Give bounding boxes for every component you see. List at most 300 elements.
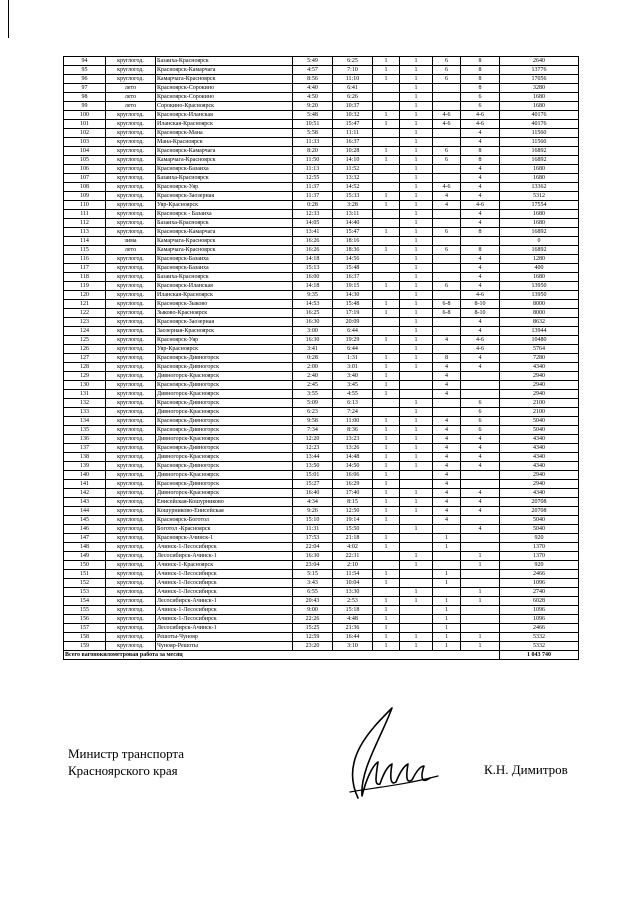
- row-departure: 14:18: [293, 282, 333, 291]
- row-col-a: [373, 327, 400, 336]
- row-number: 95: [64, 66, 106, 75]
- row-route: Лесосибирск-Ачинск-1: [156, 552, 293, 561]
- row-col-d: 8: [461, 57, 500, 66]
- row-number: 142: [64, 489, 106, 498]
- row-departure: 7:34: [293, 426, 333, 435]
- row-arrival: 6:13: [333, 399, 373, 408]
- row-car-km: 0: [500, 237, 579, 246]
- row-number: 148: [64, 543, 106, 552]
- table-row: [64, 354, 579, 363]
- row-number: 125: [64, 336, 106, 345]
- row-col-b: 1: [400, 291, 433, 300]
- row-col-d: [461, 480, 500, 489]
- row-col-a: [373, 210, 400, 219]
- row-route: Красноярск-Иланская: [156, 282, 293, 291]
- row-col-d: 1: [461, 588, 500, 597]
- row-col-d: 4: [461, 435, 500, 444]
- row-period: круглогод.: [106, 624, 156, 633]
- row-arrival: 10:28: [333, 147, 373, 156]
- row-arrival: 15:50: [333, 525, 373, 534]
- row-period: круглогод.: [106, 219, 156, 228]
- row-period: круглогод.: [106, 489, 156, 498]
- row-col-a: 1: [373, 498, 400, 507]
- row-period: круглогод.: [106, 435, 156, 444]
- row-number: 100: [64, 111, 106, 120]
- row-arrival: 19:15: [333, 282, 373, 291]
- row-departure: 11:37: [293, 183, 333, 192]
- row-col-c: 4: [433, 390, 461, 399]
- row-col-d: 8: [461, 156, 500, 165]
- row-col-b: 1: [400, 147, 433, 156]
- row-departure: 13:44: [293, 453, 333, 462]
- row-col-d: 4: [461, 210, 500, 219]
- row-col-b: [400, 606, 433, 615]
- row-col-c: 1: [433, 579, 461, 588]
- row-car-km: 4340: [500, 462, 579, 471]
- row-col-b: 1: [400, 201, 433, 210]
- row-arrival: 14:48: [333, 453, 373, 462]
- row-departure: 11:13: [293, 165, 333, 174]
- table-row: [64, 300, 579, 309]
- row-col-a: 1: [373, 435, 400, 444]
- row-car-km: 2466: [500, 570, 579, 579]
- row-col-a: 1: [373, 426, 400, 435]
- row-col-d: [461, 471, 500, 480]
- row-route: Красноярск-Заозерная: [156, 318, 293, 327]
- row-number: 124: [64, 327, 106, 336]
- row-col-c: 6: [433, 147, 461, 156]
- row-number: 102: [64, 129, 106, 138]
- row-col-c: 1: [433, 570, 461, 579]
- row-col-c: 4-6: [433, 183, 461, 192]
- row-arrival: 20:09: [333, 318, 373, 327]
- row-departure: 3:00: [293, 327, 333, 336]
- row-period: круглогод.: [106, 642, 156, 651]
- row-period: круглогод.: [106, 192, 156, 201]
- row-col-b: 1: [400, 309, 433, 318]
- row-col-d: 4: [461, 525, 500, 534]
- table-row: [64, 75, 579, 84]
- row-col-c: 4-6: [433, 120, 461, 129]
- table-row: [64, 93, 579, 102]
- row-route: Боготол -Красноярск: [156, 525, 293, 534]
- row-arrival: 6:25: [333, 57, 373, 66]
- row-period: круглогод.: [106, 516, 156, 525]
- row-arrival: 22:31: [333, 552, 373, 561]
- row-number: 144: [64, 507, 106, 516]
- row-car-km: 1680: [500, 165, 579, 174]
- row-arrival: 6:44: [333, 345, 373, 354]
- row-arrival: 10:04: [333, 579, 373, 588]
- row-col-b: 1: [400, 75, 433, 84]
- row-period: круглогод.: [106, 381, 156, 390]
- row-car-km: 2940: [500, 471, 579, 480]
- table-row: [64, 561, 579, 570]
- row-departure: 4:57: [293, 66, 333, 75]
- row-route: Красноярск-Дивногорск: [156, 381, 293, 390]
- table-row: [64, 426, 579, 435]
- row-col-b: 1: [400, 138, 433, 147]
- row-departure: 14:53: [293, 300, 333, 309]
- row-col-b: 1: [400, 282, 433, 291]
- row-route: Дивногорск-Красноярск: [156, 489, 293, 498]
- row-number: 120: [64, 291, 106, 300]
- row-car-km: 1680: [500, 93, 579, 102]
- table-row: [64, 120, 579, 129]
- row-col-b: 1: [400, 417, 433, 426]
- row-col-c: 6: [433, 75, 461, 84]
- row-col-c: 6-8: [433, 309, 461, 318]
- row-period: круглогод.: [106, 291, 156, 300]
- row-col-b: [400, 471, 433, 480]
- table-row: [64, 318, 579, 327]
- row-route: Ачинск-1-Лесосибирск: [156, 588, 293, 597]
- signatory-title-line1: Министр транспорта: [68, 746, 185, 761]
- row-col-a: [373, 93, 400, 102]
- row-number: 145: [64, 516, 106, 525]
- row-number: 105: [64, 156, 106, 165]
- row-col-c: 1: [433, 597, 461, 606]
- row-col-a: [373, 183, 400, 192]
- row-col-d: 1: [461, 552, 500, 561]
- row-col-a: 1: [373, 534, 400, 543]
- row-route: Лесосибирск-Ачинск-1: [156, 624, 293, 633]
- row-col-c: 4: [433, 507, 461, 516]
- row-period: круглогод.: [106, 138, 156, 147]
- table-row: [64, 516, 579, 525]
- row-arrival: 15:47: [333, 120, 373, 129]
- row-arrival: 14:10: [333, 156, 373, 165]
- row-col-d: 6: [461, 408, 500, 417]
- total-row: [64, 651, 579, 660]
- table-row: [64, 597, 579, 606]
- row-car-km: 2940: [500, 390, 579, 399]
- row-car-km: 13950: [500, 282, 579, 291]
- row-car-km: 16892: [500, 147, 579, 156]
- row-arrival: 1:31: [333, 354, 373, 363]
- row-number: 143: [64, 498, 106, 507]
- row-departure: 16:26: [293, 246, 333, 255]
- row-route: Дивногорск-Красноярск: [156, 453, 293, 462]
- row-col-c: 4: [433, 498, 461, 507]
- row-period: круглогод.: [106, 570, 156, 579]
- row-col-b: 1: [400, 111, 433, 120]
- row-col-c: 4: [433, 435, 461, 444]
- row-number: 141: [64, 480, 106, 489]
- row-route: Красноярск-Базаиха: [156, 264, 293, 273]
- row-number: 157: [64, 624, 106, 633]
- row-number: 134: [64, 417, 106, 426]
- row-route: Ачинск-1-Лесосибирск: [156, 606, 293, 615]
- row-col-d: 4-6: [461, 120, 500, 129]
- row-col-d: 4: [461, 183, 500, 192]
- row-number: 123: [64, 318, 106, 327]
- row-number: 147: [64, 534, 106, 543]
- row-col-a: 1: [373, 381, 400, 390]
- row-car-km: 3280: [500, 84, 579, 93]
- row-departure: 6:55: [293, 588, 333, 597]
- row-period: круглогод.: [106, 444, 156, 453]
- row-col-b: 1: [400, 66, 433, 75]
- table-row: [64, 291, 579, 300]
- row-col-c: 1: [433, 642, 461, 651]
- row-arrival: 2:53: [333, 597, 373, 606]
- table-row: [64, 219, 579, 228]
- row-col-d: 6: [461, 417, 500, 426]
- row-col-a: [373, 273, 400, 282]
- row-col-d: 4: [461, 174, 500, 183]
- row-period: круглогод.: [106, 66, 156, 75]
- row-route: Красноярск-Дивногорск: [156, 462, 293, 471]
- table-row: [64, 273, 579, 282]
- row-route: Иланская-Красноярск: [156, 120, 293, 129]
- table-row: [64, 435, 579, 444]
- table-row: [64, 489, 579, 498]
- row-departure: 4:40: [293, 84, 333, 93]
- row-number: 110: [64, 201, 106, 210]
- row-col-b: 1: [400, 120, 433, 129]
- row-arrival: 3:45: [333, 381, 373, 390]
- row-period: круглогод.: [106, 120, 156, 129]
- row-col-b: 1: [400, 408, 433, 417]
- row-col-d: 6: [461, 399, 500, 408]
- binder-mark: [8, 0, 9, 38]
- row-col-b: 1: [400, 219, 433, 228]
- row-number: 114: [64, 237, 106, 246]
- row-arrival: 18:16: [333, 237, 373, 246]
- row-period: круглогод.: [106, 579, 156, 588]
- row-col-b: 1: [400, 93, 433, 102]
- row-number: 135: [64, 426, 106, 435]
- row-col-d: 6: [461, 93, 500, 102]
- row-route: Красноярск-Базаиха: [156, 255, 293, 264]
- row-col-a: [373, 408, 400, 417]
- row-col-c: 6: [433, 282, 461, 291]
- row-col-c: 4: [433, 201, 461, 210]
- row-number: 97: [64, 84, 106, 93]
- row-col-c: [433, 138, 461, 147]
- row-col-a: [373, 138, 400, 147]
- row-route: Красноярск-Уяр: [156, 183, 293, 192]
- table-row: [64, 84, 579, 93]
- row-number: 106: [64, 165, 106, 174]
- row-car-km: 5040: [500, 426, 579, 435]
- row-departure: 8:20: [293, 147, 333, 156]
- row-arrival: 13:23: [333, 435, 373, 444]
- table-row: [64, 372, 579, 381]
- row-col-a: 1: [373, 147, 400, 156]
- row-car-km: 4340: [500, 489, 579, 498]
- row-departure: 15:27: [293, 480, 333, 489]
- row-arrival: 19:14: [333, 516, 373, 525]
- row-col-b: 1: [400, 633, 433, 642]
- row-arrival: 11:54: [333, 570, 373, 579]
- row-route: Базаиха-Красноярск: [156, 219, 293, 228]
- row-col-d: 8: [461, 228, 500, 237]
- row-departure: 10:51: [293, 120, 333, 129]
- row-col-d: 8-10: [461, 300, 500, 309]
- row-car-km: 1096: [500, 615, 579, 624]
- row-col-c: 6: [433, 66, 461, 75]
- row-period: круглогод.: [106, 345, 156, 354]
- schedule-rows: [64, 57, 579, 651]
- row-col-a: 1: [373, 309, 400, 318]
- row-departure: 15:01: [293, 471, 333, 480]
- row-departure: 3:43: [293, 579, 333, 588]
- row-col-d: [461, 372, 500, 381]
- row-route: Решоты-Чунояр: [156, 633, 293, 642]
- row-col-a: [373, 552, 400, 561]
- row-col-c: 6: [433, 246, 461, 255]
- row-route: Красноярск-Камарчага: [156, 228, 293, 237]
- table-row: [64, 57, 579, 66]
- row-period: круглогод.: [106, 453, 156, 462]
- row-departure: 12:33: [293, 210, 333, 219]
- row-col-a: 1: [373, 642, 400, 651]
- row-route: Красноярск-Боготол: [156, 516, 293, 525]
- row-col-a: [373, 318, 400, 327]
- row-period: круглогод.: [106, 417, 156, 426]
- row-car-km: 5040: [500, 516, 579, 525]
- row-departure: 11:33: [293, 138, 333, 147]
- row-col-a: 1: [373, 624, 400, 633]
- row-col-a: 1: [373, 471, 400, 480]
- row-number: 158: [64, 633, 106, 642]
- row-number: 101: [64, 120, 106, 129]
- row-period: круглогод.: [106, 633, 156, 642]
- row-col-d: [461, 516, 500, 525]
- row-col-a: 1: [373, 282, 400, 291]
- row-period: круглогод.: [106, 606, 156, 615]
- row-number: 121: [64, 300, 106, 309]
- row-col-d: 4: [461, 363, 500, 372]
- row-col-b: 1: [400, 525, 433, 534]
- row-arrival: 10:32: [333, 111, 373, 120]
- row-col-d: 4: [461, 327, 500, 336]
- row-departure: 12:20: [293, 435, 333, 444]
- row-arrival: 21:36: [333, 624, 373, 633]
- row-route: Красноярск-Дивногорск: [156, 417, 293, 426]
- row-col-b: 1: [400, 255, 433, 264]
- row-number: 152: [64, 579, 106, 588]
- row-number: 128: [64, 363, 106, 372]
- row-col-b: 1: [400, 588, 433, 597]
- row-col-a: 1: [373, 300, 400, 309]
- row-col-c: 4: [433, 471, 461, 480]
- row-departure: 5:48: [293, 111, 333, 120]
- table-row: [64, 138, 579, 147]
- row-col-a: [373, 561, 400, 570]
- row-col-a: [373, 165, 400, 174]
- row-number: 140: [64, 471, 106, 480]
- row-route: Мана-Красноярск: [156, 138, 293, 147]
- row-col-b: 1: [400, 183, 433, 192]
- row-period: круглогод.: [106, 543, 156, 552]
- row-col-b: [400, 480, 433, 489]
- signatory-title-line2: Красноярского края: [68, 763, 178, 778]
- row-number: 136: [64, 435, 106, 444]
- row-car-km: 20708: [500, 507, 579, 516]
- row-period: лето: [106, 84, 156, 93]
- row-car-km: 2100: [500, 399, 579, 408]
- row-car-km: 16892: [500, 156, 579, 165]
- row-col-b: [400, 579, 433, 588]
- row-col-a: 1: [373, 75, 400, 84]
- row-departure: 12:55: [293, 174, 333, 183]
- row-arrival: 18:36: [333, 246, 373, 255]
- row-col-c: [433, 93, 461, 102]
- row-route: Базаиха-Красноярск: [156, 57, 293, 66]
- row-period: круглогод.: [106, 561, 156, 570]
- row-col-a: 1: [373, 336, 400, 345]
- row-departure: 13:41: [293, 228, 333, 237]
- row-departure: 2:00: [293, 363, 333, 372]
- row-car-km: 40176: [500, 111, 579, 120]
- row-period: круглогод.: [106, 255, 156, 264]
- table-row: [64, 66, 579, 75]
- row-route: Красноярск-Мана: [156, 129, 293, 138]
- row-col-b: 1: [400, 561, 433, 570]
- row-car-km: 1096: [500, 579, 579, 588]
- row-col-c: [433, 165, 461, 174]
- row-col-c: 4: [433, 192, 461, 201]
- row-col-b: 1: [400, 507, 433, 516]
- row-col-d: 4: [461, 489, 500, 498]
- row-col-d: [461, 624, 500, 633]
- row-arrival: 8:36: [333, 426, 373, 435]
- row-departure: 8:56: [293, 75, 333, 84]
- row-col-d: [461, 237, 500, 246]
- row-car-km: 1680: [500, 273, 579, 282]
- row-arrival: 21:18: [333, 534, 373, 543]
- row-col-a: 1: [373, 444, 400, 453]
- schedule-table: [63, 56, 579, 660]
- table-row: [64, 309, 579, 318]
- row-departure: 16:00: [293, 273, 333, 282]
- row-arrival: 16:29: [333, 480, 373, 489]
- row-route: Дивногорск-Красноярск: [156, 435, 293, 444]
- row-car-km: 5040: [500, 417, 579, 426]
- row-arrival: 14:40: [333, 219, 373, 228]
- row-col-d: 4-6: [461, 345, 500, 354]
- row-car-km: 11560: [500, 138, 579, 147]
- row-number: 113: [64, 228, 106, 237]
- row-col-d: 1: [461, 633, 500, 642]
- row-arrival: 14:56: [333, 255, 373, 264]
- table-row: [64, 390, 579, 399]
- row-period: круглогод.: [106, 507, 156, 516]
- row-col-b: [400, 390, 433, 399]
- row-route: Камарчага-Красноярск: [156, 75, 293, 84]
- row-period: круглогод.: [106, 597, 156, 606]
- row-col-c: [433, 588, 461, 597]
- row-period: круглогод.: [106, 363, 156, 372]
- row-period: круглогод.: [106, 354, 156, 363]
- row-departure: 4:50: [293, 93, 333, 102]
- row-period: круглогод.: [106, 408, 156, 417]
- row-arrival: 16:44: [333, 633, 373, 642]
- row-car-km: 5040: [500, 525, 579, 534]
- row-col-b: 1: [400, 354, 433, 363]
- row-col-b: 1: [400, 552, 433, 561]
- row-period: круглогод.: [106, 318, 156, 327]
- row-route: Базаиха-Красноярск: [156, 273, 293, 282]
- table-row: [64, 336, 579, 345]
- row-car-km: 10480: [500, 336, 579, 345]
- signature-image: [300, 700, 460, 820]
- row-departure: 5:09: [293, 399, 333, 408]
- row-car-km: 1370: [500, 543, 579, 552]
